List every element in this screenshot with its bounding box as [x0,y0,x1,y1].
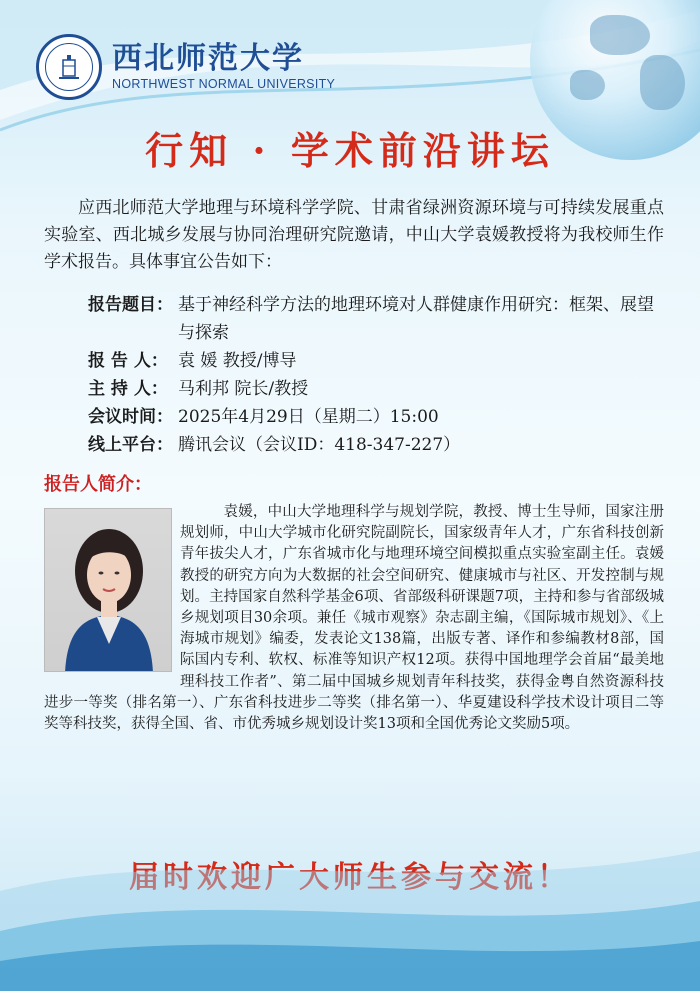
info-row-time [88,403,668,431]
bottom-wave-decoration [0,831,700,991]
info-value: 腾讯会议（会议ID：418-347-227） [178,435,461,455]
forum-title: 行知 · 学术前沿讲坛 [145,128,555,173]
info-row-host [88,375,668,403]
info-row-speaker [88,347,668,375]
building-icon [54,52,84,82]
info-row-platform [88,431,668,459]
person-portrait-icon [45,509,172,672]
university-seal-icon [36,34,102,100]
intro-paragraph: 应西北师范大学地理与环境科学学院、甘肃省绿洲资源环境与可持续发展重点实验室、西北城乡发展与协同治理研究院邀请，中山大学袁媛教授将为我校师生作学术报告。具体事宜公告如下： [44,198,664,272]
closing-invitation: 届时欢迎广大师生参与交流！ [129,860,571,895]
university-name-cn: 西北师范大学 [112,41,304,76]
university-logo [36,34,335,100]
bio-paragraph: 袁媛，中山大学地理科学与规划学院，教授、博士生导师，国家注册规划师，中山大学城市化研究院副院长，国家级青年人才，广东省科技创新青年拔尖人才，广东省城市化与地理环境空间模拟重点实验室副主任。袁媛教授的研究方向为大数据的社会空间研究、健康城市与社区、开发控制与规划。主持国家自然科学基金6项、省部级科研课题7项，主持和参与省部级城乡规划项目30余项。兼任《城市观察》杂志副主编，《国际城市规划》、《上海城市规划》编委，发表论文138篇，出版专著、译作和参编教材8部，国际国内专利、软权、标准等知识产权12项。获得中国地理学会首届“最美地理科技工作者”、第二届中国城乡规划青年科技奖，获得金粤自然资源科技进步一等奖（排名第一）、广东省科技进步二等奖（排名第一）、华夏建设科学技术设计项目二等奖等科技奖，获得全国、省、市优秀城乡规划设计奖13项和全国优秀论文奖励5项。 [44,504,664,733]
info-value: 2025年4月29日（星期二）15:00 [178,407,439,427]
speaker-photo [44,508,172,672]
info-value: 袁 媛 教授/博导 [178,351,297,371]
info-label: 主 持 人： [88,379,168,399]
info-label: 会议时间： [88,407,173,427]
lecture-info [88,291,668,459]
bio-heading: 报告人简介： [44,474,152,495]
info-row-topic [88,291,668,347]
info-label: 线上平台： [88,435,173,455]
university-name-en: NORTHWEST NORMAL UNIVERSITY [112,77,336,91]
info-label: 报 告 人： [88,351,168,371]
info-label: 报告题目： [88,295,173,315]
info-value: 马利邦 院长/教授 [178,379,309,399]
info-value: 基于神经科学方法的地理环境对人群健康作用研究：框架、展望与探索 [178,295,654,343]
